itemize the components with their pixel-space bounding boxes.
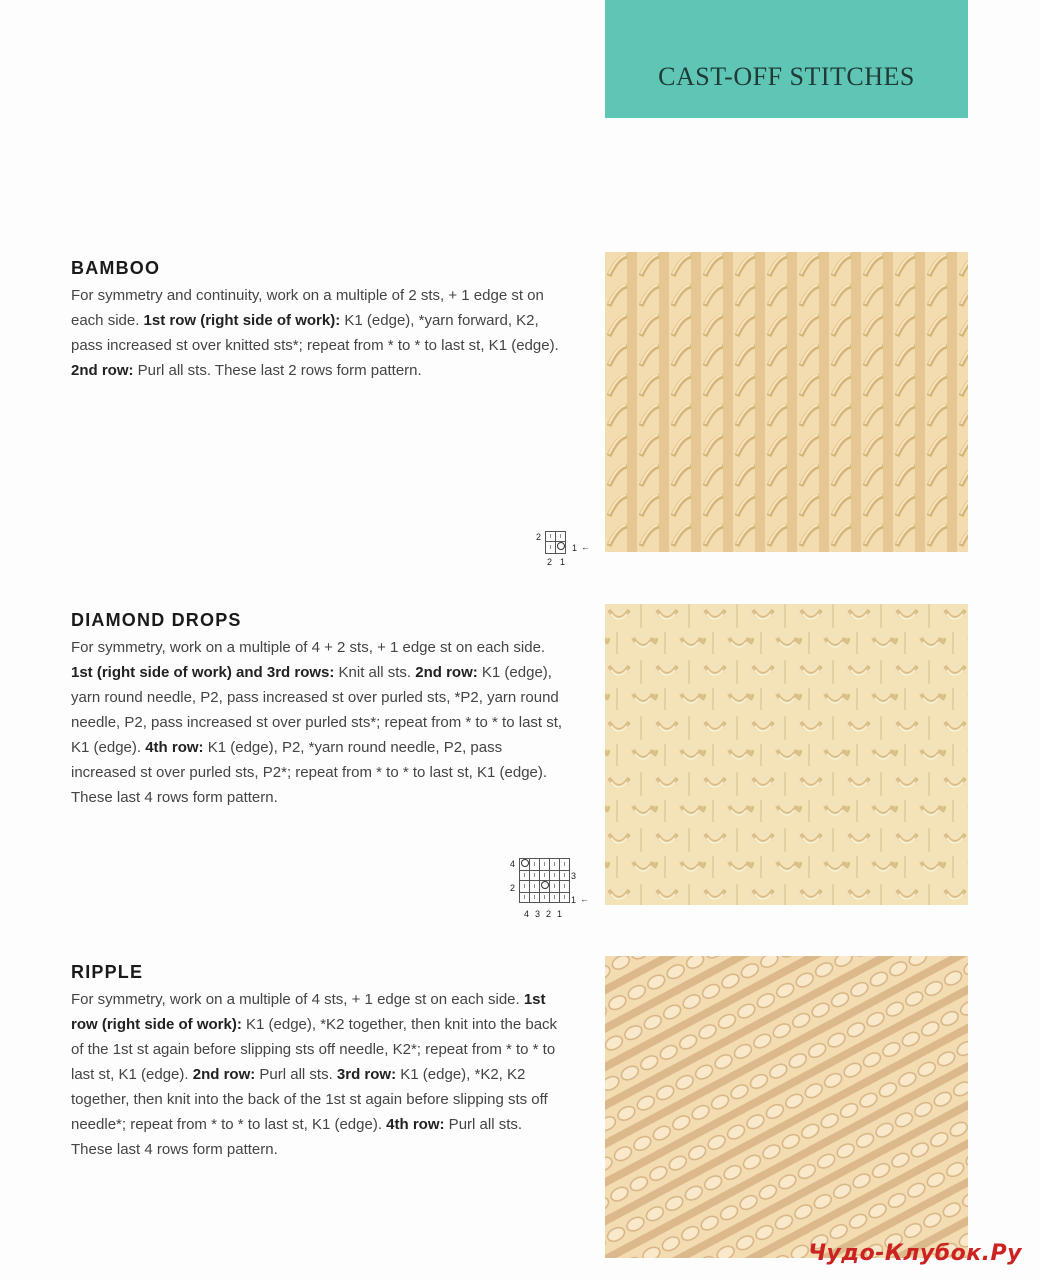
chart-row-label: 3: [571, 871, 577, 881]
stitch-description: [71, 635, 566, 810]
chart-grid: ı ı ı ı ı ı ı ı ı ı ı ı ı ı ı ı ı ı: [519, 858, 570, 903]
instruction-text: For symmetry, work on a multiple of 4 + 2 sts, + 1 edge st on each side.: [71, 639, 546, 656]
chart-row-label: 1: [572, 543, 578, 553]
instruction-text: Purl all sts. These last 2 rows form pattern.: [133, 362, 422, 379]
instruction-text: Purl all sts. These last 4 rows form pattern.: [71, 1116, 523, 1158]
chart-col-label: 3: [535, 909, 541, 919]
chart-arrow-icon: ←: [581, 542, 590, 552]
instruction-row-label: 1st (right side of work) and 3rd rows:: [71, 664, 335, 681]
chart-col-label: 1: [557, 909, 563, 919]
instruction-text: K1 (edge), *K2, K2 together, then knit into the back of the 1st st again before slipping sts off needle*; repeat from * to * to last st, K1 (edge).: [71, 1066, 548, 1133]
instruction-text: K1 (edge), *K2 together, then knit into the back of the 1st st again before slipping sts off needle, K2*; repeat from * to * to last st, K1 (edge).: [71, 1016, 558, 1083]
page-title: CAST-OFF STITCHES: [658, 62, 915, 91]
instruction-text: K1 (edge), yarn round needle, P2, pass increased st over purled sts, *P2, yarn round needle, P2, pass increased st over purled sts*; repeat from * to * to last st, K1 (edge).: [71, 664, 563, 756]
instruction-text: K1 (edge), P2, *yarn round needle, P2, pass increased st over purled sts, P2*; repeat from * to * to last st, K1 (edge). These last 4 rows form pattern.: [71, 739, 548, 806]
instruction-row-label: 3rd row:: [336, 1066, 397, 1083]
stitch-description: [71, 283, 561, 383]
bamboo-stitch-chart: [533, 529, 593, 569]
chart-row-label: 4: [510, 859, 516, 869]
diamond-drops-swatch-image: [605, 604, 968, 905]
stitch-section-ripple: [71, 962, 571, 1162]
chart-col-label: 2: [547, 557, 553, 567]
ripple-swatch-image: [605, 956, 968, 1258]
stitch-title: BAMBOO: [71, 258, 161, 278]
instruction-text: For symmetry, work on a multiple of 4 sts, + 1 edge st on each side.: [71, 991, 524, 1008]
chart-arrow-icon: ←: [580, 894, 589, 904]
instruction-text: Purl all sts.: [255, 1066, 337, 1083]
stitch-section-diamond-drops: [71, 610, 571, 810]
diamond-drops-stitch-chart: [507, 856, 592, 920]
chart-col-label: 4: [524, 909, 530, 919]
chart-col-label: 1: [560, 557, 566, 567]
stitch-title: RIPPLE: [71, 962, 144, 982]
instruction-row-label: 1st row (right side of work):: [71, 991, 546, 1033]
bamboo-swatch-image: [605, 252, 968, 552]
chart-row-label: 1: [571, 895, 577, 905]
instruction-text: K1 (edge), *yarn forward, K2, pass increased st over knitted sts*; repeat from * to * to last st, K1 (edge).: [71, 312, 559, 354]
stitch-section-bamboo: [71, 258, 571, 383]
stitch-description: [71, 987, 566, 1162]
chart-grid: ı ı ı: [545, 531, 566, 554]
instruction-row-label: 2nd row:: [192, 1066, 256, 1083]
stitch-title: DIAMOND DROPS: [71, 610, 242, 630]
instruction-text: For symmetry and continuity, work on a multiple of 2 sts, + 1 edge st on each side.: [71, 287, 544, 329]
chart-row-label: 2: [510, 883, 516, 893]
watermark-logo: Чудо-Клубок.Ру: [808, 1241, 1022, 1266]
instruction-row-label: 4th row:: [386, 1116, 445, 1133]
instruction-row-label: 4th row:: [145, 739, 204, 756]
chart-row-label: 2: [536, 532, 542, 542]
instruction-row-label: 2nd row:: [71, 362, 134, 379]
instruction-row-label: 2nd row:: [415, 664, 478, 681]
chart-col-label: 2: [546, 909, 552, 919]
instruction-text: Knit all sts.: [334, 664, 416, 681]
instruction-row-label: 1st row (right side of work):: [143, 312, 341, 329]
section-header-banner: [605, 0, 968, 118]
